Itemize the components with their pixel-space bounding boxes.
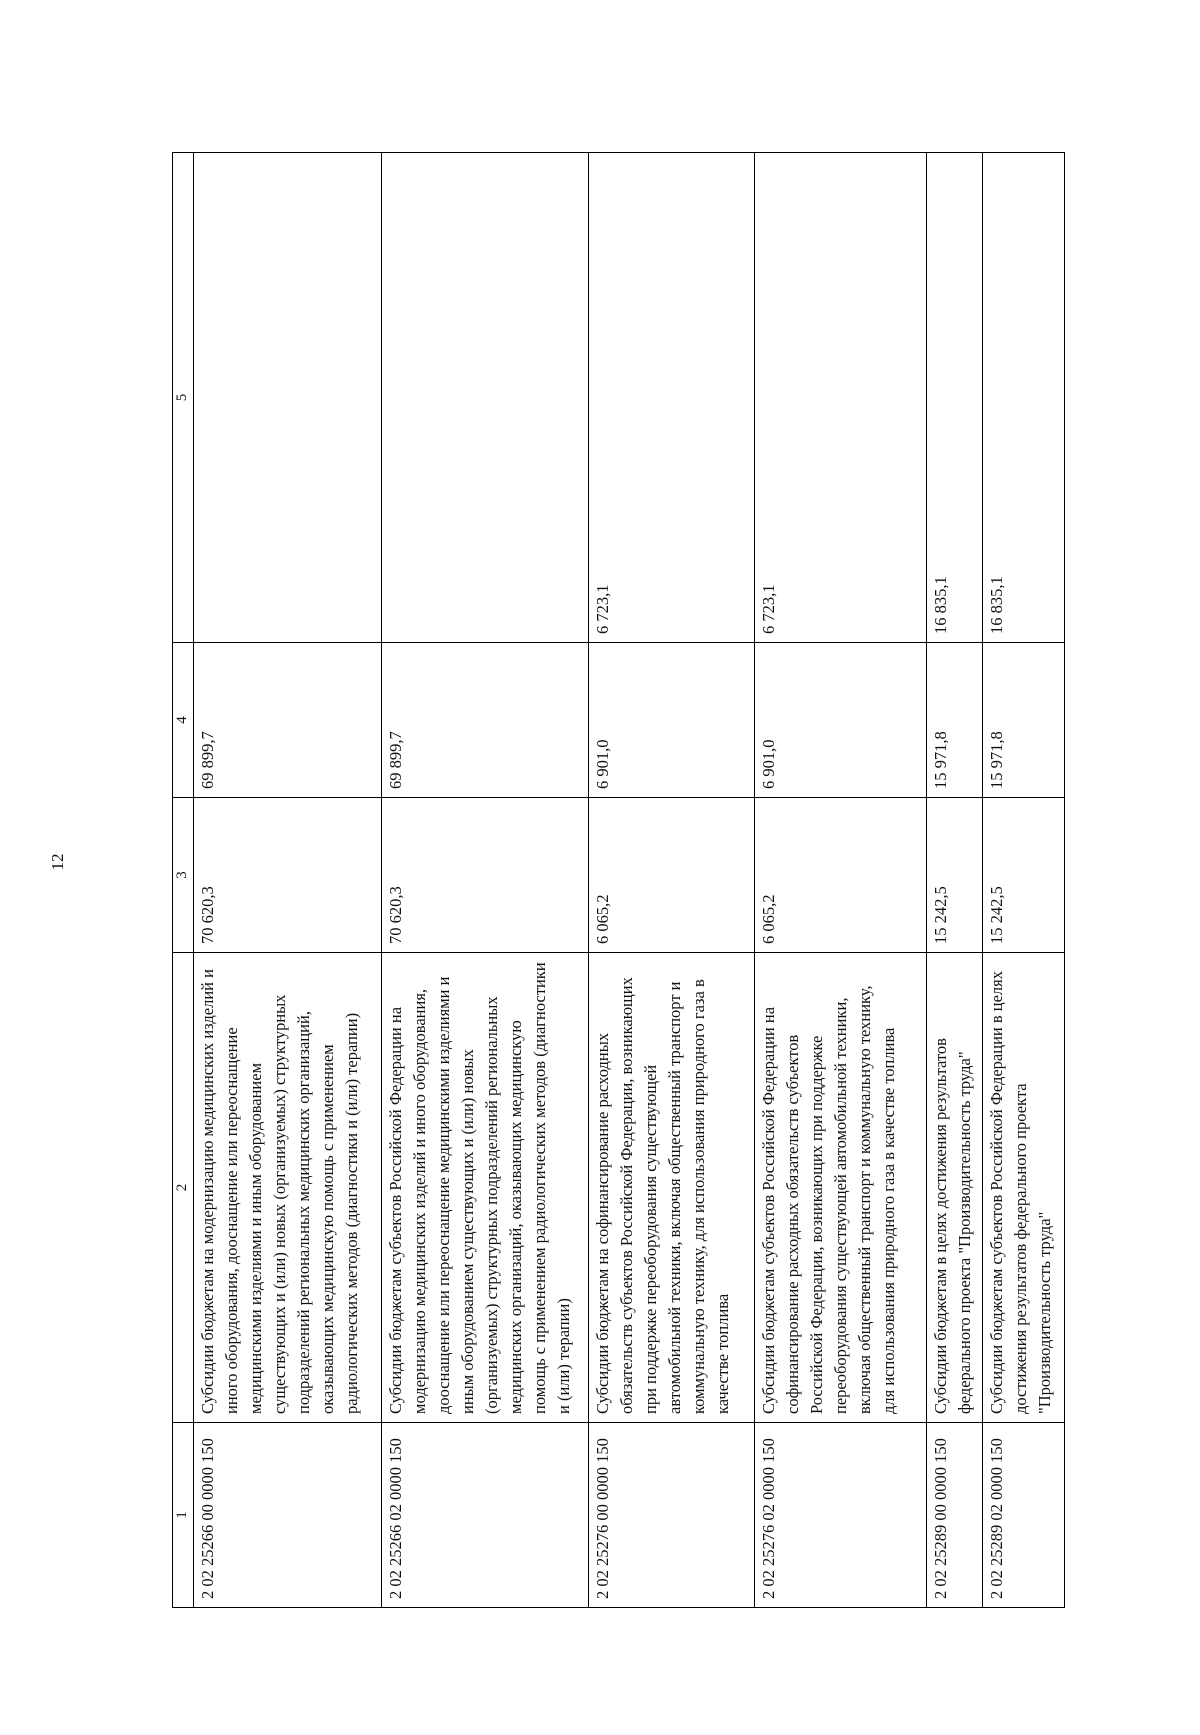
table-row xyxy=(754,153,926,1608)
header-cell: 4 xyxy=(173,643,194,798)
value-cell-col4: 6 901,0 xyxy=(589,643,755,798)
table-row xyxy=(982,153,1064,1608)
description-cell: Субсидии бюджетам на софинансирование расходных обязательств субъектов Российской Федерации, возникающих при поддержке переоборудования существующей автомобильной техники, включая общественный транспорт и коммунальную технику, для использования природного газа в качестве топлива xyxy=(589,953,755,1423)
rotated-table-container xyxy=(172,153,1065,1608)
value-cell-col5 xyxy=(381,153,589,643)
code-cell: 2 02 25276 00 0000 150 xyxy=(589,1423,755,1608)
value-cell-col3: 6 065,2 xyxy=(589,798,755,953)
description-cell: Субсидии бюджетам субъектов Российской Федерации на модернизацию медицинских изделий и иного оборудования, дооснащение или переоснащение медицинскими изделиями и иным оборудованием существующих и (или) новых (организуемых) структурных подразделений региональных медицинских организаций, оказывающих медицинскую помощь с применением радиологических методов (диагностики и (или) терапии) xyxy=(381,953,589,1423)
code-cell: 2 02 25276 02 0000 150 xyxy=(754,1423,926,1608)
header-cell: 2 xyxy=(173,953,194,1423)
description-cell: Субсидии бюджетам субъектов Российской Федерации на софинансирование расходных обязательств субъектов Российской Федерации, возникающих при поддержке переоборудования существующей автомобильной техники, включая общественный транспорт и коммунальную технику, для использования природного газа в качестве топлива xyxy=(754,953,926,1423)
code-cell: 2 02 25289 00 0000 150 xyxy=(926,1423,982,1608)
value-cell-col4: 15 971,8 xyxy=(926,643,982,798)
description-cell: Субсидии бюджетам в целях достижения результатов федерального проекта "Производительность труда" xyxy=(926,953,982,1423)
value-cell-col5: 16 835,1 xyxy=(982,153,1064,643)
header-cell: 1 xyxy=(173,1423,194,1608)
table-row xyxy=(926,153,982,1608)
value-cell-col4: 69 899,7 xyxy=(381,643,589,798)
value-cell-col4: 15 971,8 xyxy=(982,643,1064,798)
table-row xyxy=(589,153,755,1608)
value-cell-col3: 6 065,2 xyxy=(754,798,926,953)
code-cell: 2 02 25289 02 0000 150 xyxy=(982,1423,1064,1608)
value-cell-col3: 70 620,3 xyxy=(194,798,382,953)
value-cell-col5: 16 835,1 xyxy=(926,153,982,643)
value-cell-col3: 70 620,3 xyxy=(381,798,589,953)
budget-table xyxy=(172,152,1065,1608)
description-cell: Субсидии бюджетам на модернизацию медицинских изделий и иного оборудования, дооснащение или переоснащение медицинскими изделиями и иным оборудованием существующих и (или) новых (организуемых) структурных подразделений региональных медицинских организаций, оказывающих медицинскую помощь с применением радиологических методов (диагностики и (или) терапии) xyxy=(194,953,382,1423)
description-cell: Субсидии бюджетам субъектов Российской Федерации в целях достижения результатов федерального проекта "Производительность труда" xyxy=(982,953,1064,1423)
code-cell: 2 02 25266 02 0000 150 xyxy=(381,1423,589,1608)
value-cell-col3: 15 242,5 xyxy=(926,798,982,953)
value-cell-col4: 69 899,7 xyxy=(194,643,382,798)
table-row xyxy=(381,153,589,1608)
table-header-row xyxy=(173,153,194,1608)
value-cell-col4: 6 901,0 xyxy=(754,643,926,798)
value-cell-col3: 15 242,5 xyxy=(982,798,1064,953)
value-cell-col5: 6 723,1 xyxy=(754,153,926,643)
code-cell: 2 02 25266 00 0000 150 xyxy=(194,1423,382,1608)
header-cell: 5 xyxy=(173,153,194,643)
page-number: 12 xyxy=(48,853,67,871)
value-cell-col5 xyxy=(194,153,382,643)
table-row xyxy=(194,153,382,1608)
header-cell: 3 xyxy=(173,798,194,953)
value-cell-col5: 6 723,1 xyxy=(589,153,755,643)
